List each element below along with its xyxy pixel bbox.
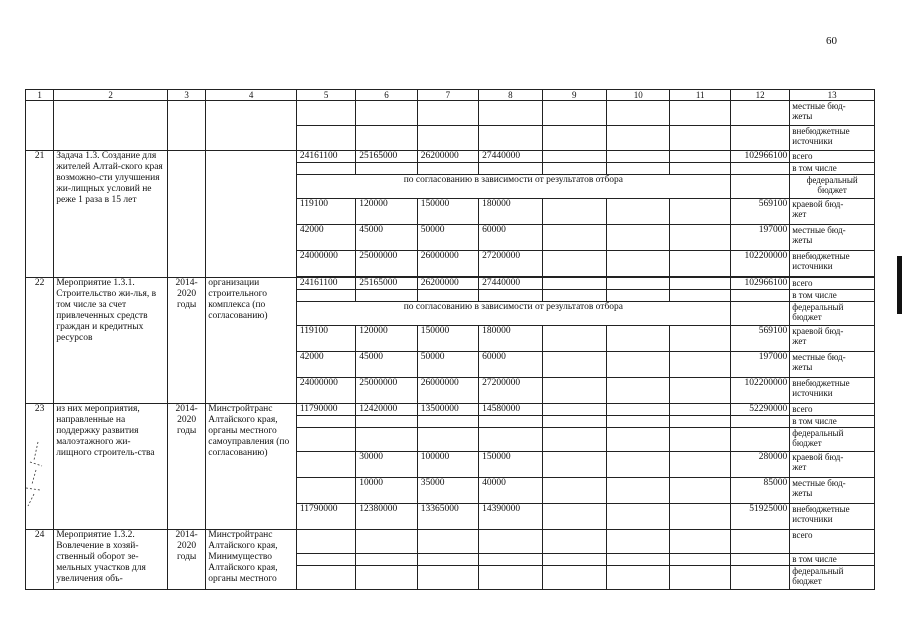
- col-header: 1: [26, 90, 54, 101]
- value-cell: 180000: [479, 199, 542, 225]
- value-cell: 13365000: [417, 504, 478, 530]
- executor: организации строительного комплекса (по согласованию): [206, 278, 297, 404]
- col-header: 13: [790, 90, 875, 101]
- col-header: 4: [206, 90, 297, 101]
- value-cell: 45000: [356, 225, 417, 251]
- funding-label: всего: [790, 530, 875, 554]
- funding-label: местные бюд- жеты: [790, 478, 875, 504]
- value-cell: 30000: [356, 452, 417, 478]
- row-number: 22: [26, 278, 54, 404]
- col-header: 10: [607, 90, 670, 101]
- col-header: 7: [417, 90, 478, 101]
- total-cell: 102200000: [730, 251, 789, 277]
- value-cell: 27200000: [479, 378, 542, 404]
- value-cell: 26200000: [417, 151, 478, 163]
- value-cell: 24161100: [296, 278, 355, 290]
- funding-label: внебюджетные источники: [790, 126, 875, 151]
- funding-label: федеральный бюджет: [790, 175, 875, 199]
- funding-label: в том числе: [790, 290, 875, 302]
- value-cell: 119100: [296, 199, 355, 225]
- value-cell: 40000: [479, 478, 542, 504]
- col-header: 2: [54, 90, 168, 101]
- funding-label: местные бюд- жеты: [790, 101, 875, 126]
- total-cell: 102200000: [730, 378, 789, 404]
- value-cell: 120000: [356, 326, 417, 352]
- total-cell: 197000: [730, 352, 789, 378]
- value-cell: 100000: [417, 452, 478, 478]
- total-cell: 197000: [730, 225, 789, 251]
- item-name: из них мероприятия, направленные на поддержку развития малоэтажного жи-лищного строитель-ства: [54, 404, 168, 530]
- value-cell: 45000: [356, 352, 417, 378]
- value-cell: 60000: [479, 352, 542, 378]
- table-row: [26, 404, 875, 416]
- table-row: [26, 278, 875, 290]
- value-cell: 11790000: [296, 404, 355, 416]
- row-number: 24: [26, 530, 54, 590]
- value-cell: 35000: [417, 478, 478, 504]
- value-cell: 26200000: [417, 278, 478, 290]
- item-name: Мероприятие 1.3.2. Вовлечение в хозяй-ственный оборот зе-мельных участков для увеличения объ-: [54, 530, 168, 590]
- funding-label: в том числе: [790, 416, 875, 428]
- value-cell: 12380000: [356, 504, 417, 530]
- value-cell: 27440000: [479, 151, 542, 163]
- value-cell: 25165000: [356, 278, 417, 290]
- value-cell: 60000: [479, 225, 542, 251]
- value-cell: 120000: [356, 199, 417, 225]
- total-cell: 280000: [730, 452, 789, 478]
- funding-label: краевой бюд- жет: [790, 326, 875, 352]
- col-header: 12: [730, 90, 789, 101]
- value-cell: 24000000: [296, 378, 355, 404]
- period: 2014- 2020 годы: [167, 404, 205, 530]
- scan-edge-mark: [897, 256, 902, 314]
- col-header: 5: [296, 90, 355, 101]
- value-cell: 150000: [417, 326, 478, 352]
- funding-label: местные бюд- жеты: [790, 352, 875, 378]
- agreement-note: по согласованию в зависимости от результатов отбора: [296, 175, 730, 199]
- funding-label: федеральный бюджет: [790, 302, 875, 326]
- value-cell: 26000000: [417, 378, 478, 404]
- executor: Минстройтранс Алтайского края, органы местного самоуправления (по согласованию): [206, 404, 297, 530]
- total-cell: 102966100: [730, 278, 789, 290]
- funding-label: внебюджетные источники: [790, 504, 875, 530]
- value-cell: 27440000: [479, 278, 542, 290]
- funding-label: всего: [790, 151, 875, 163]
- item-name: Задача 1.3. Создание для жителей Алтай-ского края возможно-сти улучшения жи-лищных условий не реже 1 раза в 15 лет: [54, 151, 168, 278]
- value-cell: 11790000: [296, 504, 355, 530]
- funding-label: местные бюд- жеты: [790, 225, 875, 251]
- value-cell: 42000: [296, 225, 355, 251]
- table-row: [26, 101, 875, 126]
- value-cell: 25000000: [356, 378, 417, 404]
- value-cell: 25000000: [356, 251, 417, 277]
- page-number: 60: [826, 35, 837, 47]
- value-cell: 26000000: [417, 251, 478, 277]
- funding-label: в том числе: [790, 163, 875, 175]
- col-header: 3: [167, 90, 205, 101]
- value-cell: 24000000: [296, 251, 355, 277]
- table-row: [26, 151, 875, 163]
- row-number: 23: [26, 404, 54, 530]
- funding-label: всего: [790, 404, 875, 416]
- value-cell: 27200000: [479, 251, 542, 277]
- total-cell: 569100: [730, 326, 789, 352]
- value-cell: 119100: [296, 326, 355, 352]
- value-cell: 14390000: [479, 504, 542, 530]
- funding-label: в том числе: [790, 554, 875, 566]
- col-header: 11: [670, 90, 730, 101]
- value-cell: 180000: [479, 326, 542, 352]
- col-header: 6: [356, 90, 417, 101]
- value-cell: 14580000: [479, 404, 542, 416]
- value-cell: 25165000: [356, 151, 417, 163]
- total-cell: 52290000: [730, 404, 789, 416]
- executor: Минстройтранс Алтайского края, Минимущество Алтайского края, органы местного: [206, 530, 297, 590]
- value-cell: 150000: [479, 452, 542, 478]
- value-cell: 13500000: [417, 404, 478, 416]
- item-name: Мероприятие 1.3.1. Строительство жи-лья, в том числе за счет привлеченных средств граждан и кредитных ресурсов: [54, 278, 168, 404]
- agreement-note: по согласованию в зависимости от результатов отбора: [296, 302, 730, 326]
- funding-label: всего: [790, 278, 875, 290]
- value-cell: 24161100: [296, 151, 355, 163]
- funding-label: внебюджетные источники: [790, 251, 875, 277]
- value-cell: 12420000: [356, 404, 417, 416]
- funding-label: краевой бюд- жет: [790, 452, 875, 478]
- col-header: 9: [542, 90, 606, 101]
- value-cell: 10000: [356, 478, 417, 504]
- col-header: 8: [479, 90, 542, 101]
- total-cell: 85000: [730, 478, 789, 504]
- funding-label: краевой бюд- жет: [790, 199, 875, 225]
- row-number: 21: [26, 151, 54, 278]
- total-cell: 51925000: [730, 504, 789, 530]
- value-cell: 150000: [417, 199, 478, 225]
- total-cell: 569100: [730, 199, 789, 225]
- value-cell: 42000: [296, 352, 355, 378]
- period: 2014- 2020 годы: [167, 278, 205, 404]
- value-cell: 50000: [417, 352, 478, 378]
- funding-label: федеральный бюджет: [790, 428, 875, 452]
- budget-table: [25, 89, 875, 590]
- table-row: [26, 530, 875, 554]
- funding-label: федеральный бюджет: [790, 566, 875, 590]
- total-cell: 102966100: [730, 151, 789, 163]
- funding-label: внебюджетные источники: [790, 378, 875, 404]
- column-number-row: [26, 90, 875, 101]
- period: 2014- 2020 годы: [167, 530, 205, 590]
- value-cell: 50000: [417, 225, 478, 251]
